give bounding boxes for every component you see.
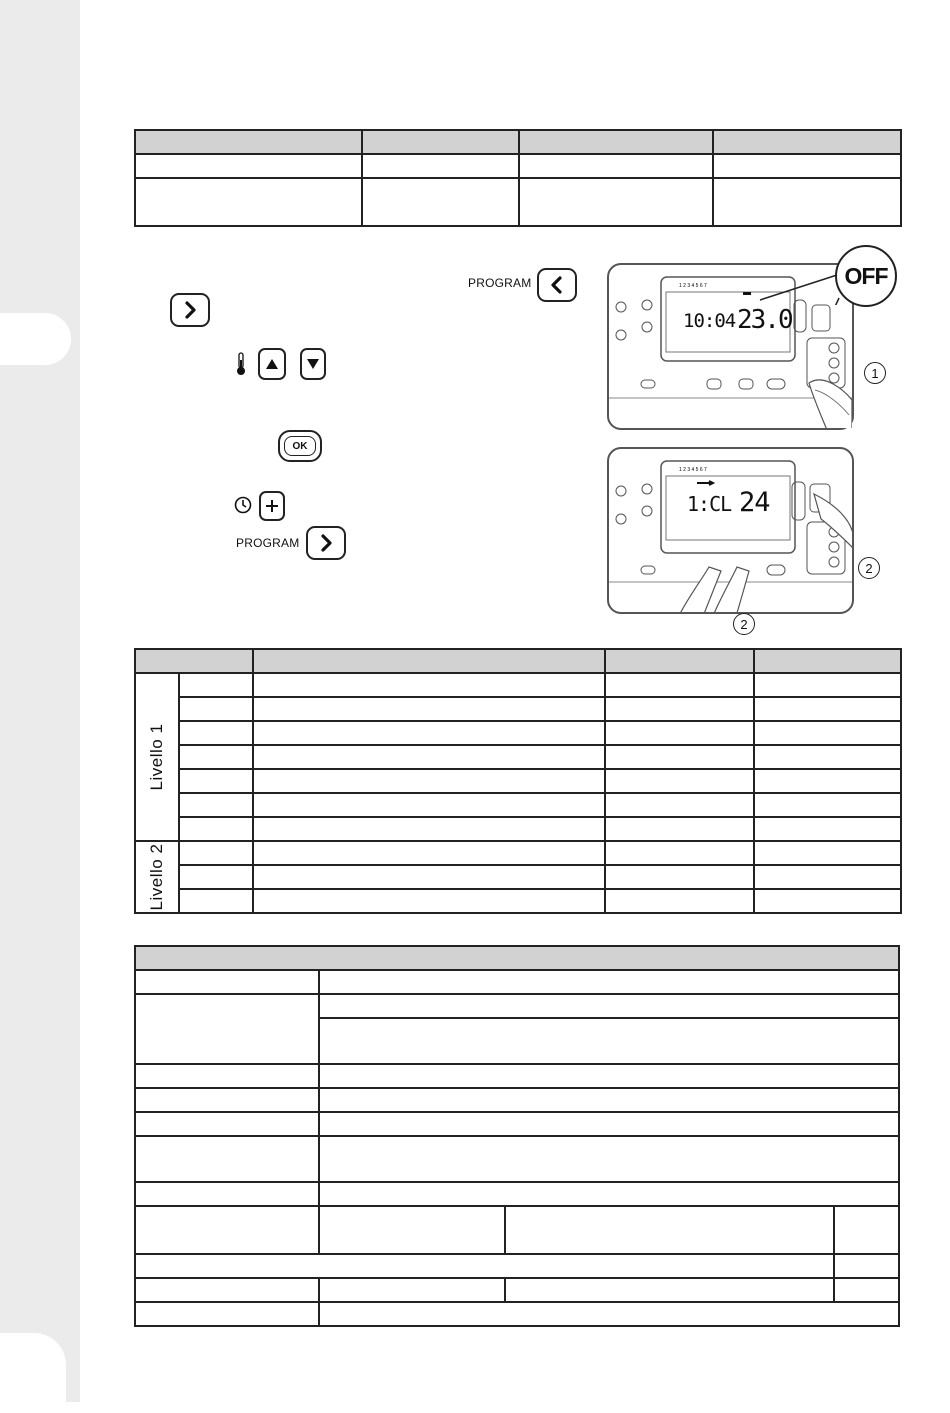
- level-2-label: Livello 2: [147, 843, 166, 911]
- thermostat-illustration-bottom: [607, 447, 854, 614]
- program-right-button: [170, 293, 210, 327]
- program-left-button: [537, 268, 577, 302]
- level-1-cell: [135, 673, 179, 841]
- svg-text:1 2 3 4 5 6 7: 1 2 3 4 5 6 7: [679, 283, 707, 289]
- sidebar-strip: [0, 0, 80, 1402]
- lcd-time: 10:04: [683, 310, 736, 332]
- lcd-value: 24: [739, 487, 770, 518]
- level-1-label: Livello 1: [147, 723, 166, 791]
- program-right-button-2: [306, 526, 346, 560]
- top-table: [134, 129, 902, 227]
- lcd-code: 1:CL: [687, 492, 732, 516]
- arrow-up-icon: [265, 357, 279, 371]
- specification-table: [134, 945, 900, 1327]
- thermometer-icon: [236, 352, 246, 376]
- plus-icon: [265, 499, 279, 513]
- parameter-table: [134, 648, 902, 914]
- ok-button: [278, 430, 322, 462]
- program-label-2: PROGRAM: [236, 536, 300, 550]
- step-number-2-right: 2: [858, 557, 880, 579]
- arrow-up-button: [258, 348, 286, 380]
- svg-text:1 2 3 4 5 6 7: 1 2 3 4 5 6 7: [679, 467, 707, 473]
- chevron-right-icon: [181, 300, 199, 320]
- off-pointer-line: [755, 270, 840, 305]
- plus-button: [259, 491, 285, 521]
- chapter-tab: [0, 313, 71, 365]
- step-number-1: 1: [864, 362, 886, 384]
- ok-label: OK: [284, 436, 316, 456]
- clock-icon: [234, 496, 252, 514]
- arrow-down-button: [300, 348, 326, 380]
- chevron-right-icon: [317, 533, 335, 553]
- arrow-down-icon: [306, 357, 320, 371]
- off-badge: OFF: [835, 245, 897, 307]
- lcd-temperature: 23.0: [737, 305, 792, 335]
- thermostat-drawing-2: [609, 449, 852, 612]
- program-label: PROGRAM: [468, 276, 532, 290]
- page-number-tab: [0, 1333, 66, 1413]
- step-number-2-bottom: 2: [733, 613, 755, 635]
- level-2-cell: [135, 841, 179, 913]
- chevron-left-icon: [548, 275, 566, 295]
